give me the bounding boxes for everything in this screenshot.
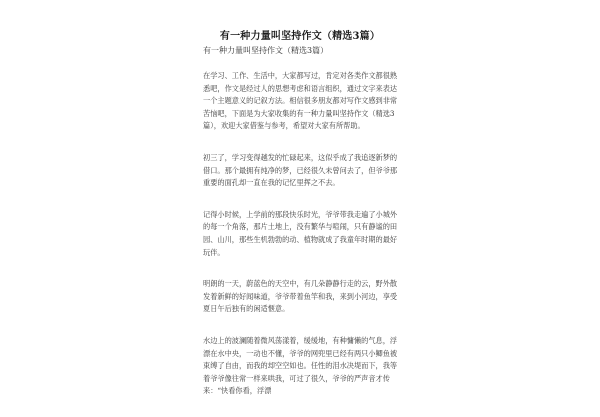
- paragraph: 记得小时候，上学前的那段快乐时光，爷爷带我走遍了小城外的每一个角落，那片土地上，没有繁华与喧闹，只有静谧的田园、山川，那些生机勃勃的动、植物就成了我童年时期的最好玩伴。: [203, 209, 398, 257]
- paragraph: 初三了，学习变得越发的忙碌起来，这似乎成了我追逐新梦的借口。那个最拥有纯净的梦，已经很久未曾问去了，但爷爷那重要的面孔却一直在我的记忆里挥之不去。: [203, 152, 398, 188]
- document-subtitle: 有一种力量叫坚持作文（精选3篇）: [203, 46, 329, 55]
- paragraph: 明朗的一天，蔚蓝色的天空中，有几朵静静行走的云，野外散发着新鲜的好闻味道，爷爷带着鱼竿和我，来到小河边，享受夏日午后独有的闲适惬意。: [203, 279, 398, 314]
- paragraph: 在学习、工作、生活中，大家都写过，肯定对各类作文都很熟悉吧，作文是经过人的思想考虑和语言组织，通过文字来表达一个主题意义的记叙方法。相信很多朋友都对写作文感到非常苦恼吧，下面是为大家收集的有一种力量叫坚持作文（精选3篇），欢迎大家借鉴与参考，希望对大家有所帮助。: [203, 71, 398, 131]
- paragraph: 水边上的波澜随着微风荡漾着，缓缓地，有种慵懒的气息，浮漂在水中央，一动也不懂，爷爷的网兜里已经有两只小鲫鱼被束缚了自由，而我的却空空如也。任性的泪水决堤而下，我等着爷爷像往常一样来哄我，可过了很久，爷爷的严声音才传来：“快看你看，浮漂: [203, 335, 398, 396]
- article-body: [203, 70, 403, 417]
- document-title: 有一种力量叫坚持作文（精选3篇）: [219, 31, 381, 42]
